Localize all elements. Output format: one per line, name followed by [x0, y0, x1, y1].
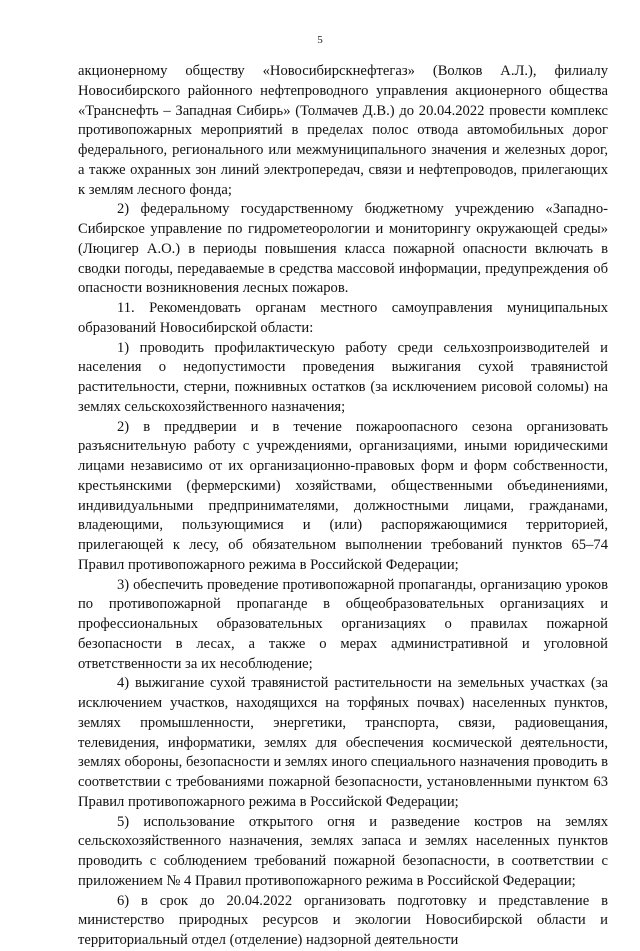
paragraph-5: 2) в преддверии и в течение пожароопасного сезона организовать разъяснительную работу с учреждениями, организациями, иными юридическими лицами независимо от их организационно-правовых форм и форм собственности, крестьянскими (фермерскими) хозяйствами, общественными объединениями, индивидуальными предпринимателями, должностными лицами, гражданами, владеющими, пользующимися и (или) распоряжающимися территорией, прилегающей к лесу, об обязательном выполнении требований пунктов 65–74 Правил противопожарного режима в Российской Федерации;	[78, 418, 608, 573]
document-body	[78, 62, 608, 951]
page-number: 5	[317, 34, 323, 46]
paragraph-7: 4) выжигание сухой травянистой растительности на земельных участках (за исключением участков, находящихся на торфяных почвах) населенных пунктов, землях промышленности, энергетики, транспорта, связи, радиовещания, телевидения, информатики, землях для обеспечения космической деятельности, землях обороны, безопасности и землях иного специального назначения проводить в соответствии с требованиями пожарной безопасности, установленными пунктом 63 Правил противопожарного режима в Российской Федерации;	[78, 675, 608, 810]
paragraph-1: акционерному обществу «Новосибирскнефтегаз» (Волков А.Л.), филиалу Новосибирского районного нефтепроводного управления акционерного общества «Транснефть – Западная Сибирь» (Толмачев Д.В.) до 20.04.2022 провести комплекс противопожарных мероприятий в пределах полос отвода автомобильных дорог федерального, регионального или межмуниципального значения и железных дорог, а также охранных зон линий электропередач, связи и нефтепроводов, прилегающих к землям лесного фонда;	[78, 63, 608, 198]
paragraph-8: 5) использование открытого огня и разведение костров на землях сельскохозяйственного назначения, землях запаса и землях населенных пунктов проводить с соблюдением требований пожарной безопасности, в соответствии с приложением № 4 Правил противопожарного режима в Российской Федерации;	[78, 813, 608, 889]
paragraph-4: 1) проводить профилактическую работу среди сельхозпроизводителей и населения о недопустимости проведения выжигания сухой травянистой растительности, стерни, пожнивных остатков (за исключением рисовой соломы) на землях сельскохозяйственного назначения;	[78, 339, 608, 415]
paragraph-6: 3) обеспечить проведение противопожарной пропаганды, организацию уроков по противопожарной пропаганде в общеобразовательных организациях и профессиональных образовательных организациях о правилах пожарной безопасности в лесах, а также о мерах административной и уголовной ответственности за их несоблюдение;	[78, 576, 608, 672]
paragraph-2: 2) федеральному государственному бюджетному учреждению «Западно-Сибирское управление по гидрометеорологии и мониторингу окружающей среды» (Люцигер А.О.) в периоды повышения класса пожарной опасности включать в сводки погоды, передаваемые в средства массовой информации, предупреждения об опасности возникновения лесных пожаров.	[78, 201, 608, 297]
paragraph-3: 11. Рекомендовать органам местного самоуправления муниципальных образований Новосибирской области:	[78, 300, 608, 336]
paragraph-9: 6) в срок до 20.04.2022 организовать подготовку и представление в министерство природных ресурсов и экологии Новосибирской области и территориальный отдел (отделение) надзорной деятельности	[78, 892, 608, 948]
